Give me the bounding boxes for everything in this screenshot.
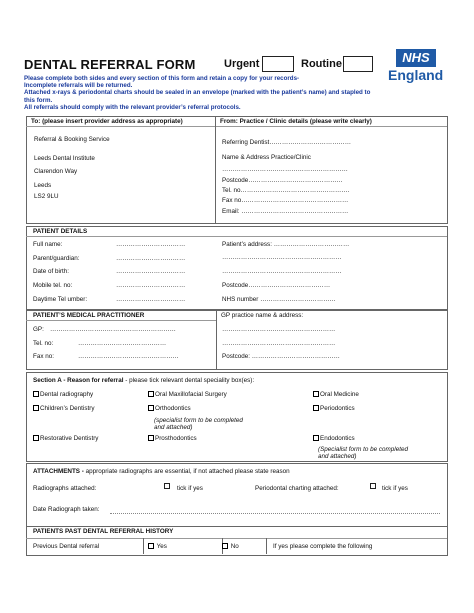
yes-label: Yes	[156, 543, 167, 550]
endo-note: and attached)	[318, 453, 357, 460]
tick-if-yes-label: tick if yes	[382, 485, 408, 492]
option-prosthodontics[interactable]	[148, 435, 197, 442]
patient-address-field[interactable]: Patient’s address: ………………………………	[222, 241, 350, 248]
mobile-field[interactable]: ……………………………	[116, 282, 186, 289]
perio-chart-label: Periodontal charting attached:	[255, 485, 339, 492]
option-label: Oral Maxillofacial Surgery	[155, 391, 227, 398]
option-label: Periodontics	[320, 405, 355, 412]
form-title: DENTAL REFERRAL FORM	[24, 57, 196, 72]
gp-practice-field[interactable]: ………………………………………………	[222, 326, 336, 333]
from-heading: From: Practice / Clinic details (please write clearly)	[220, 118, 372, 125]
previous-referral-label: Previous Dental referral	[33, 543, 100, 550]
patient-details-heading: PATIENT DETAILS	[33, 228, 88, 235]
gp-name-field[interactable]: ……………………………………………………	[50, 326, 176, 333]
patient-postcode-field[interactable]: Postcode…………………………………	[222, 282, 331, 289]
option-label: Restorative Dentistry	[40, 435, 99, 442]
gp-practice-line[interactable]: ………………………………………………	[222, 340, 336, 347]
if-yes-note: If yes please complete the following	[273, 543, 373, 550]
practice-fax-field[interactable]: Fax no……………………………………………	[222, 197, 349, 204]
nhs-number-field[interactable]: NHS number ………………………………	[222, 296, 336, 303]
gp-practice-label: GP practice name & address:	[221, 312, 304, 319]
checkbox[interactable]	[148, 435, 154, 441]
checkbox[interactable]	[33, 405, 39, 411]
gp-fax-field[interactable]: …………………………………………	[78, 353, 179, 360]
checkbox[interactable]	[148, 405, 154, 411]
gp-fax-label: Fax no:	[33, 353, 54, 360]
instruction-line: this form.	[24, 96, 53, 104]
routine-checkbox[interactable]	[343, 56, 373, 72]
attachments-title: ATTACHMENTS -	[33, 468, 84, 475]
practice-tel-field[interactable]: Tel. no…………………………………………….	[222, 187, 350, 194]
option-orthodontics[interactable]	[148, 405, 191, 412]
option-label: Orthodontics	[155, 405, 191, 412]
ortho-note: and attached)	[154, 424, 193, 431]
perio-chart-checkbox[interactable]	[370, 483, 376, 489]
provider-address-line: Clarendon Way	[34, 168, 78, 175]
checkbox[interactable]	[313, 435, 319, 441]
option-dental-radiography[interactable]	[33, 391, 93, 398]
previous-referral-no[interactable]	[222, 543, 239, 550]
instruction-line: All referrals should comply with the relevant provider’s referral protocols.	[24, 103, 241, 111]
practice-postcode-field[interactable]: Postcode………………………………………	[222, 177, 343, 184]
daytime-tel-label: Daytime Tel umber:	[33, 296, 88, 303]
checkbox[interactable]	[33, 391, 39, 397]
gp-postcode-field[interactable]: Postcode: ……………………………………	[222, 353, 340, 360]
option-childrens-dentistry[interactable]	[33, 405, 94, 412]
previous-referral-yes[interactable]	[148, 543, 167, 550]
referring-dentist-field[interactable]: Referring Dentist…………………………………	[222, 139, 352, 146]
nhs-logo-badge: NHS	[396, 49, 436, 67]
provider-address-line: Leeds Dental Institute	[34, 155, 95, 162]
parent-guardian-field[interactable]: ……………………………	[116, 255, 186, 262]
full-name-field[interactable]: ……………………………	[116, 241, 186, 248]
gp-label: GP:	[33, 326, 44, 333]
dob-field[interactable]: ……………………………	[116, 268, 186, 275]
no-label: No	[230, 543, 239, 550]
option-label: Prosthodontics	[155, 435, 197, 442]
checkbox[interactable]	[313, 391, 319, 397]
full-name-label: Full name:	[33, 241, 63, 248]
urgent-checkbox[interactable]	[262, 56, 294, 72]
section-a-instruction: - please tick relevant dental speciality box(es):	[123, 377, 255, 384]
practice-name-address-label: Name & Address Practice/Clinic	[222, 154, 311, 161]
dob-label: Date of birth:	[33, 268, 70, 275]
endo-note: (Specialist form to be completed	[318, 446, 408, 453]
to-heading: To: (please insert provider address as appropriate)	[31, 118, 183, 125]
radiographs-attached-checkbox[interactable]	[164, 483, 170, 489]
history-heading: PATIENTS PAST DENTAL REFERRAL HISTORY	[33, 528, 174, 535]
attachments-heading	[33, 468, 290, 475]
radiographs-attached-label: Radiographs attached:	[33, 485, 97, 492]
date-radiograph-label: Date Radiograph taken:	[33, 506, 100, 513]
option-oral-maxillofacial[interactable]	[148, 391, 227, 398]
option-label: Children’s Dentistry	[40, 405, 95, 412]
option-label: Endodontics	[320, 435, 355, 442]
daytime-tel-field[interactable]: ……………………………	[116, 296, 186, 303]
practice-address-field[interactable]: ……………………………………………………	[222, 166, 348, 173]
gp-tel-field[interactable]: ……………………………………	[78, 340, 167, 347]
instructions	[24, 75, 434, 111]
option-endodontics[interactable]	[313, 435, 355, 442]
option-oral-medicine[interactable]	[313, 391, 359, 398]
instruction-line: Attached x-rays & periodontal charts should be sealed in an envelope (marked with the patient’s name) and stapled to	[24, 89, 371, 97]
checkbox[interactable]	[148, 391, 154, 397]
patient-address-line[interactable]: …………………………………………………	[222, 268, 342, 275]
option-label: Dental radiography	[40, 391, 94, 398]
option-periodontics[interactable]	[313, 405, 355, 412]
gp-tel-label: Tel. no:	[33, 340, 54, 347]
patient-address-line[interactable]: …………………………………………………	[222, 254, 342, 261]
instruction-line: Incomplete referrals will be returned.	[24, 82, 133, 90]
date-radiograph-field[interactable]	[110, 513, 440, 514]
checkbox[interactable]	[33, 435, 39, 441]
checkbox[interactable]	[148, 543, 154, 549]
attachments-instruction: appropriate radiographs are essential, if not attached please state reason	[83, 468, 290, 475]
provider-address-line: LS2 9LU	[34, 193, 59, 200]
gp-heading: PATIENT’S MEDICAL PRACTITIONER	[33, 312, 145, 319]
option-label: Oral Medicine	[320, 391, 359, 398]
checkbox[interactable]	[222, 543, 228, 549]
nhs-logo-text: England	[388, 67, 444, 83]
instruction-line: Please complete both sides and every section of this form and retain a copy for your records-	[24, 75, 300, 82]
tick-if-yes-label: tick if yes	[177, 485, 203, 492]
checkbox[interactable]	[313, 405, 319, 411]
mobile-label: Mobile tel. no:	[33, 282, 73, 289]
section-a-heading	[33, 377, 254, 384]
ortho-note: (specialist form to be completed	[154, 417, 243, 424]
provider-address-line: Leeds	[34, 182, 52, 189]
option-restorative-dentistry[interactable]	[33, 435, 98, 442]
section-a-title: Section A - Reason for referral	[33, 377, 124, 384]
urgent-label: Urgent	[224, 58, 260, 70]
routine-label: Routine	[301, 58, 342, 70]
provider-address-line: Referral & Booking Service	[34, 136, 110, 143]
parent-guardian-label: Parent/guardian:	[33, 255, 80, 262]
practice-email-field[interactable]: Email: ……………………………………………	[222, 208, 349, 215]
